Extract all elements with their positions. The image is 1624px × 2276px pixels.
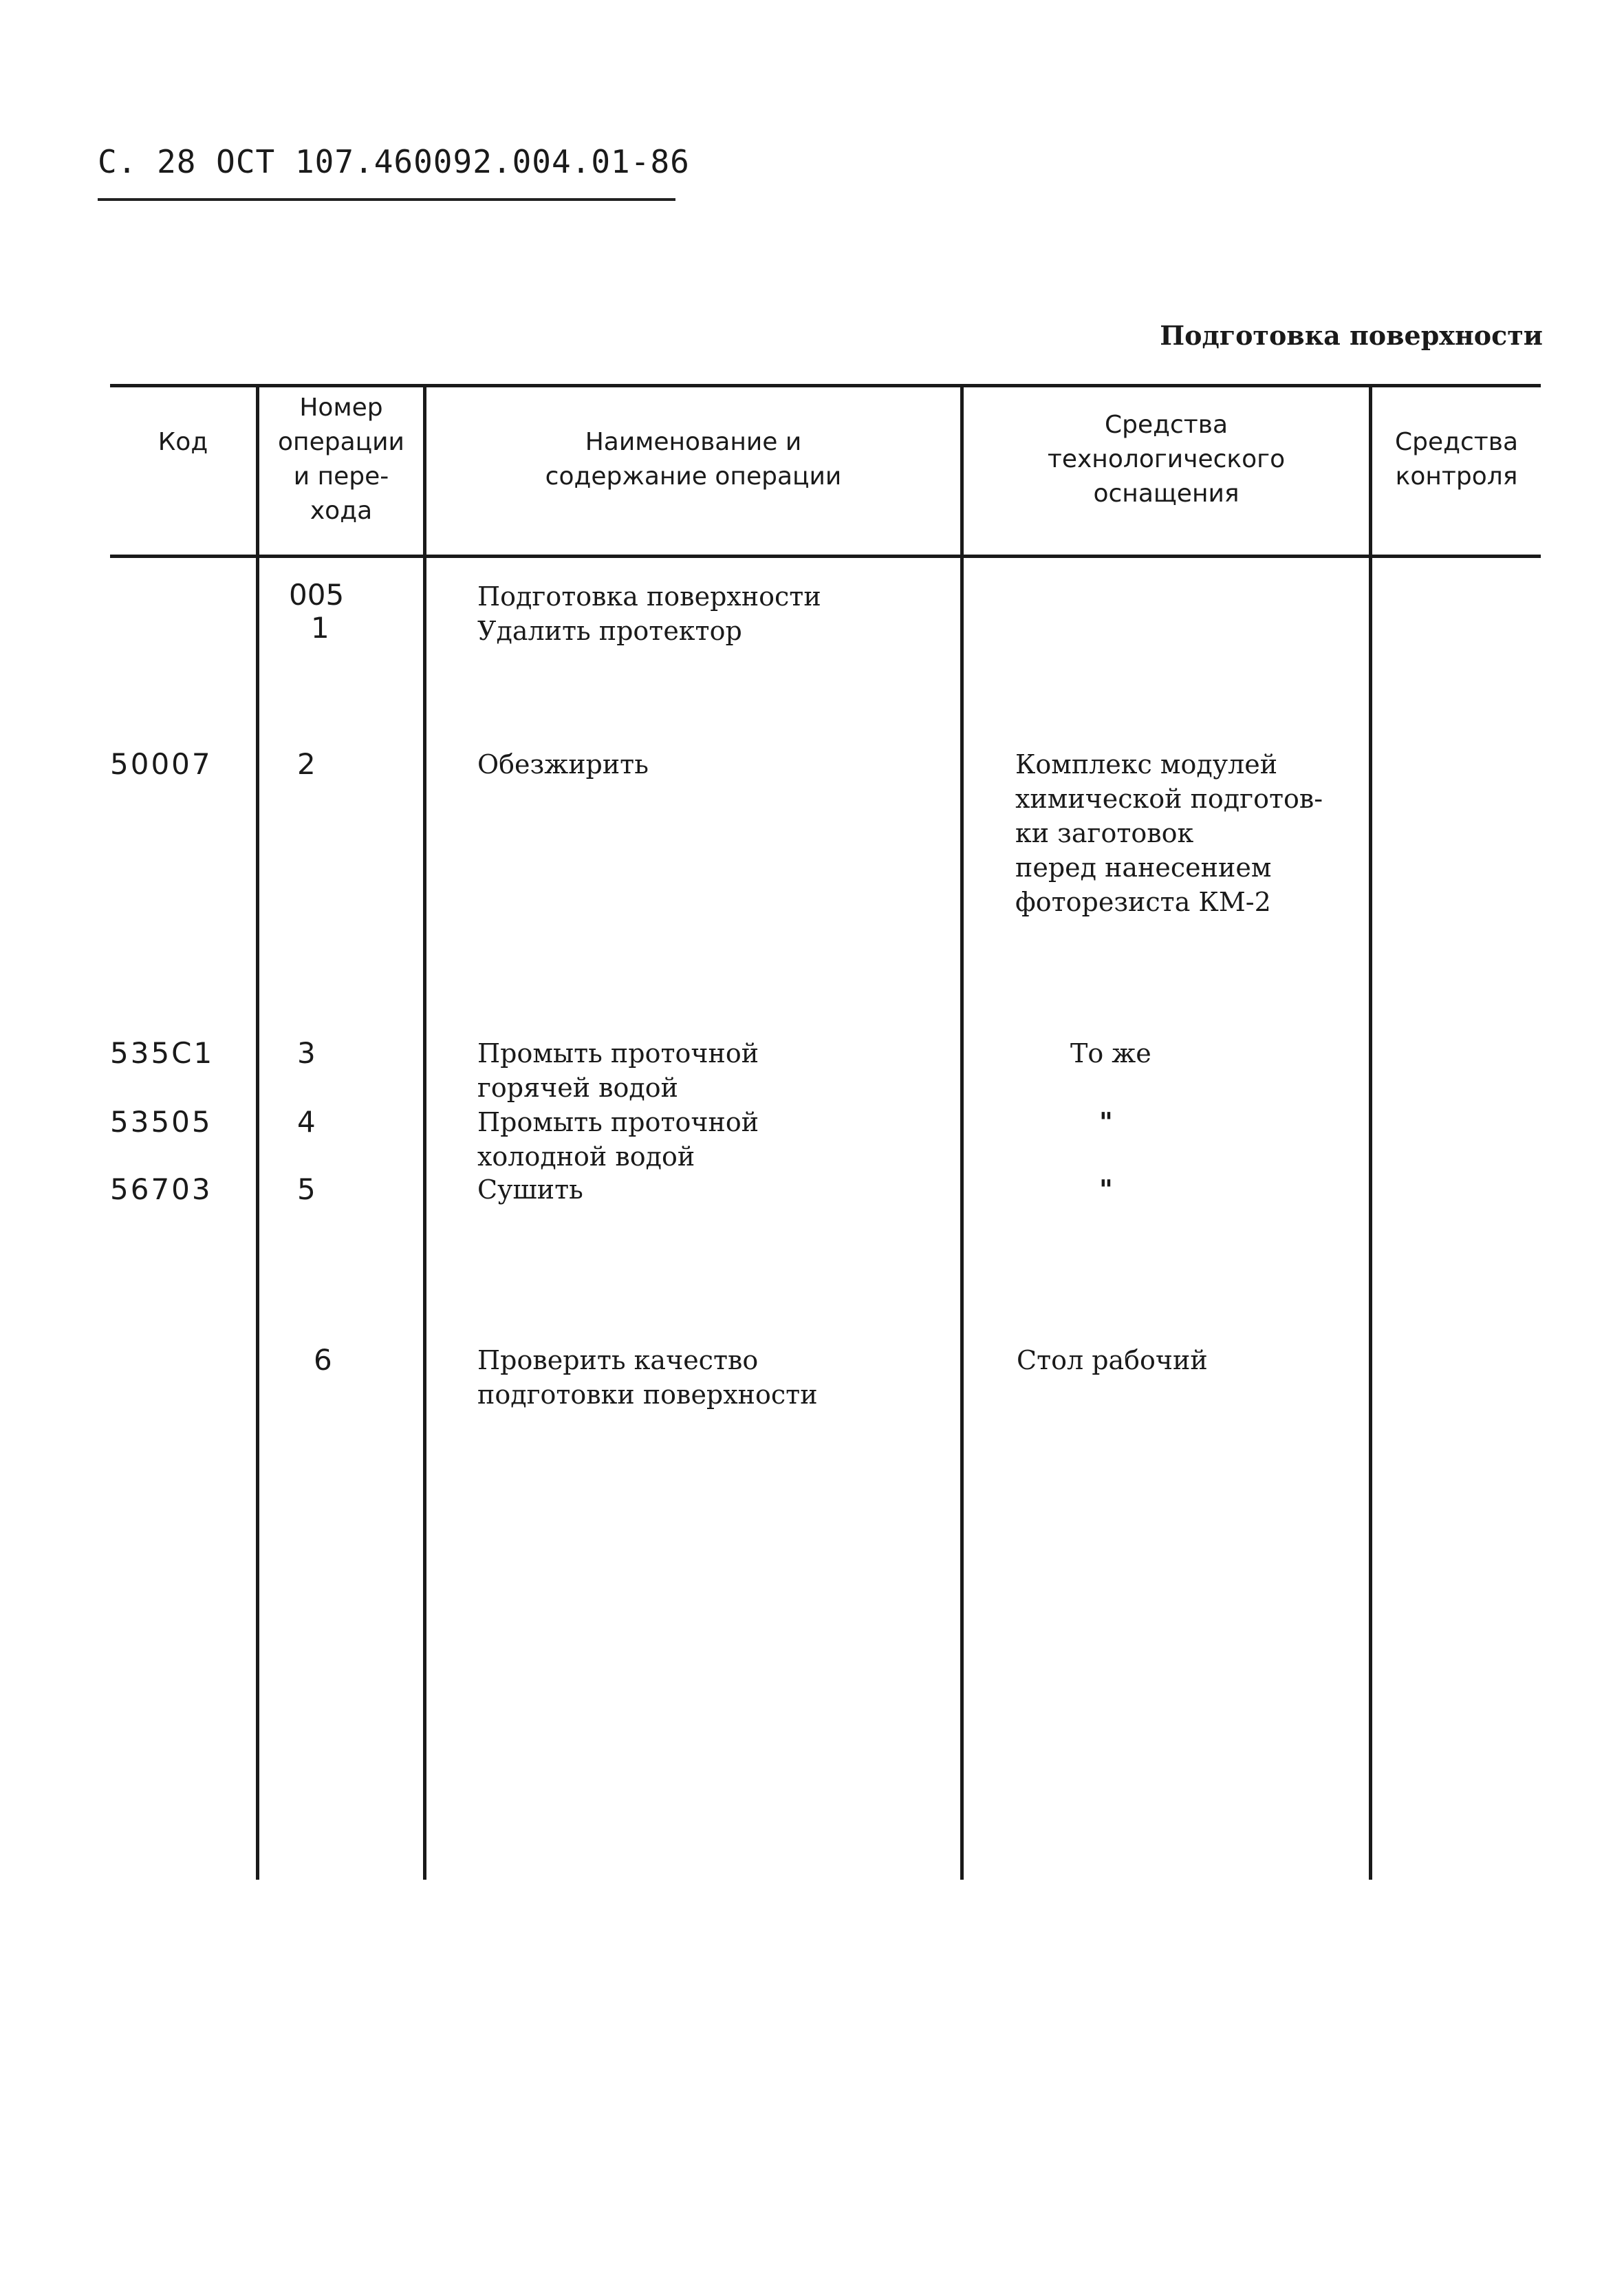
op-code: 53505 xyxy=(110,1105,213,1139)
header-tech-means: Средства технологического оснащения xyxy=(1047,411,1286,508)
ditto-mark: " xyxy=(1099,1106,1113,1137)
tech-means: То же xyxy=(1070,1038,1151,1069)
op-name: Подготовка поверхности Удалить протектор xyxy=(477,581,821,646)
op-name: Проверить качество подготовки поверхности xyxy=(477,1345,818,1410)
tech-means: Стол рабочий xyxy=(1017,1345,1208,1375)
column-divider-4 xyxy=(1369,387,1372,1880)
column-divider-2 xyxy=(423,387,426,1880)
op-number: 5 xyxy=(297,1172,316,1206)
header-code: Код xyxy=(158,428,208,456)
op-number: 3 xyxy=(297,1036,316,1070)
op-name: Промыть проточной горячей водой xyxy=(477,1038,759,1103)
column-divider-1 xyxy=(256,387,259,1880)
op-code: 535С1 xyxy=(110,1036,215,1070)
op-name: Сушить xyxy=(477,1174,583,1205)
op-number: 2 xyxy=(297,747,316,781)
table-header-rule xyxy=(110,555,1541,558)
header-op-name: Наименование и содержание операции xyxy=(545,428,842,491)
header-rule xyxy=(98,198,675,201)
op-number: 6 xyxy=(314,1343,332,1377)
ditto-mark: " xyxy=(1099,1174,1113,1205)
op-name: Обезжирить xyxy=(477,749,649,780)
tech-means: Комплекс модулей химической подготов- ки заготовок перед нанесением фоторезиста КМ-2 xyxy=(1015,749,1323,917)
header-control-means: Средства контроля xyxy=(1394,428,1519,491)
op-number: 4 xyxy=(297,1105,316,1139)
op-number: 1 xyxy=(311,611,329,645)
header-op-number: Номер операции и пере- хода xyxy=(278,394,404,525)
op-name: Промыть проточной холодной водой xyxy=(477,1107,759,1172)
op-code: 56703 xyxy=(110,1172,213,1206)
table-top-rule xyxy=(110,384,1541,387)
op-number: 005 xyxy=(289,578,345,612)
column-divider-3 xyxy=(960,387,964,1880)
section-title: Подготовка поверхности xyxy=(1160,320,1543,351)
op-code: 50007 xyxy=(110,747,213,781)
page-header: С. 28 ОСТ 107.460092.004.01-86 xyxy=(98,143,690,180)
